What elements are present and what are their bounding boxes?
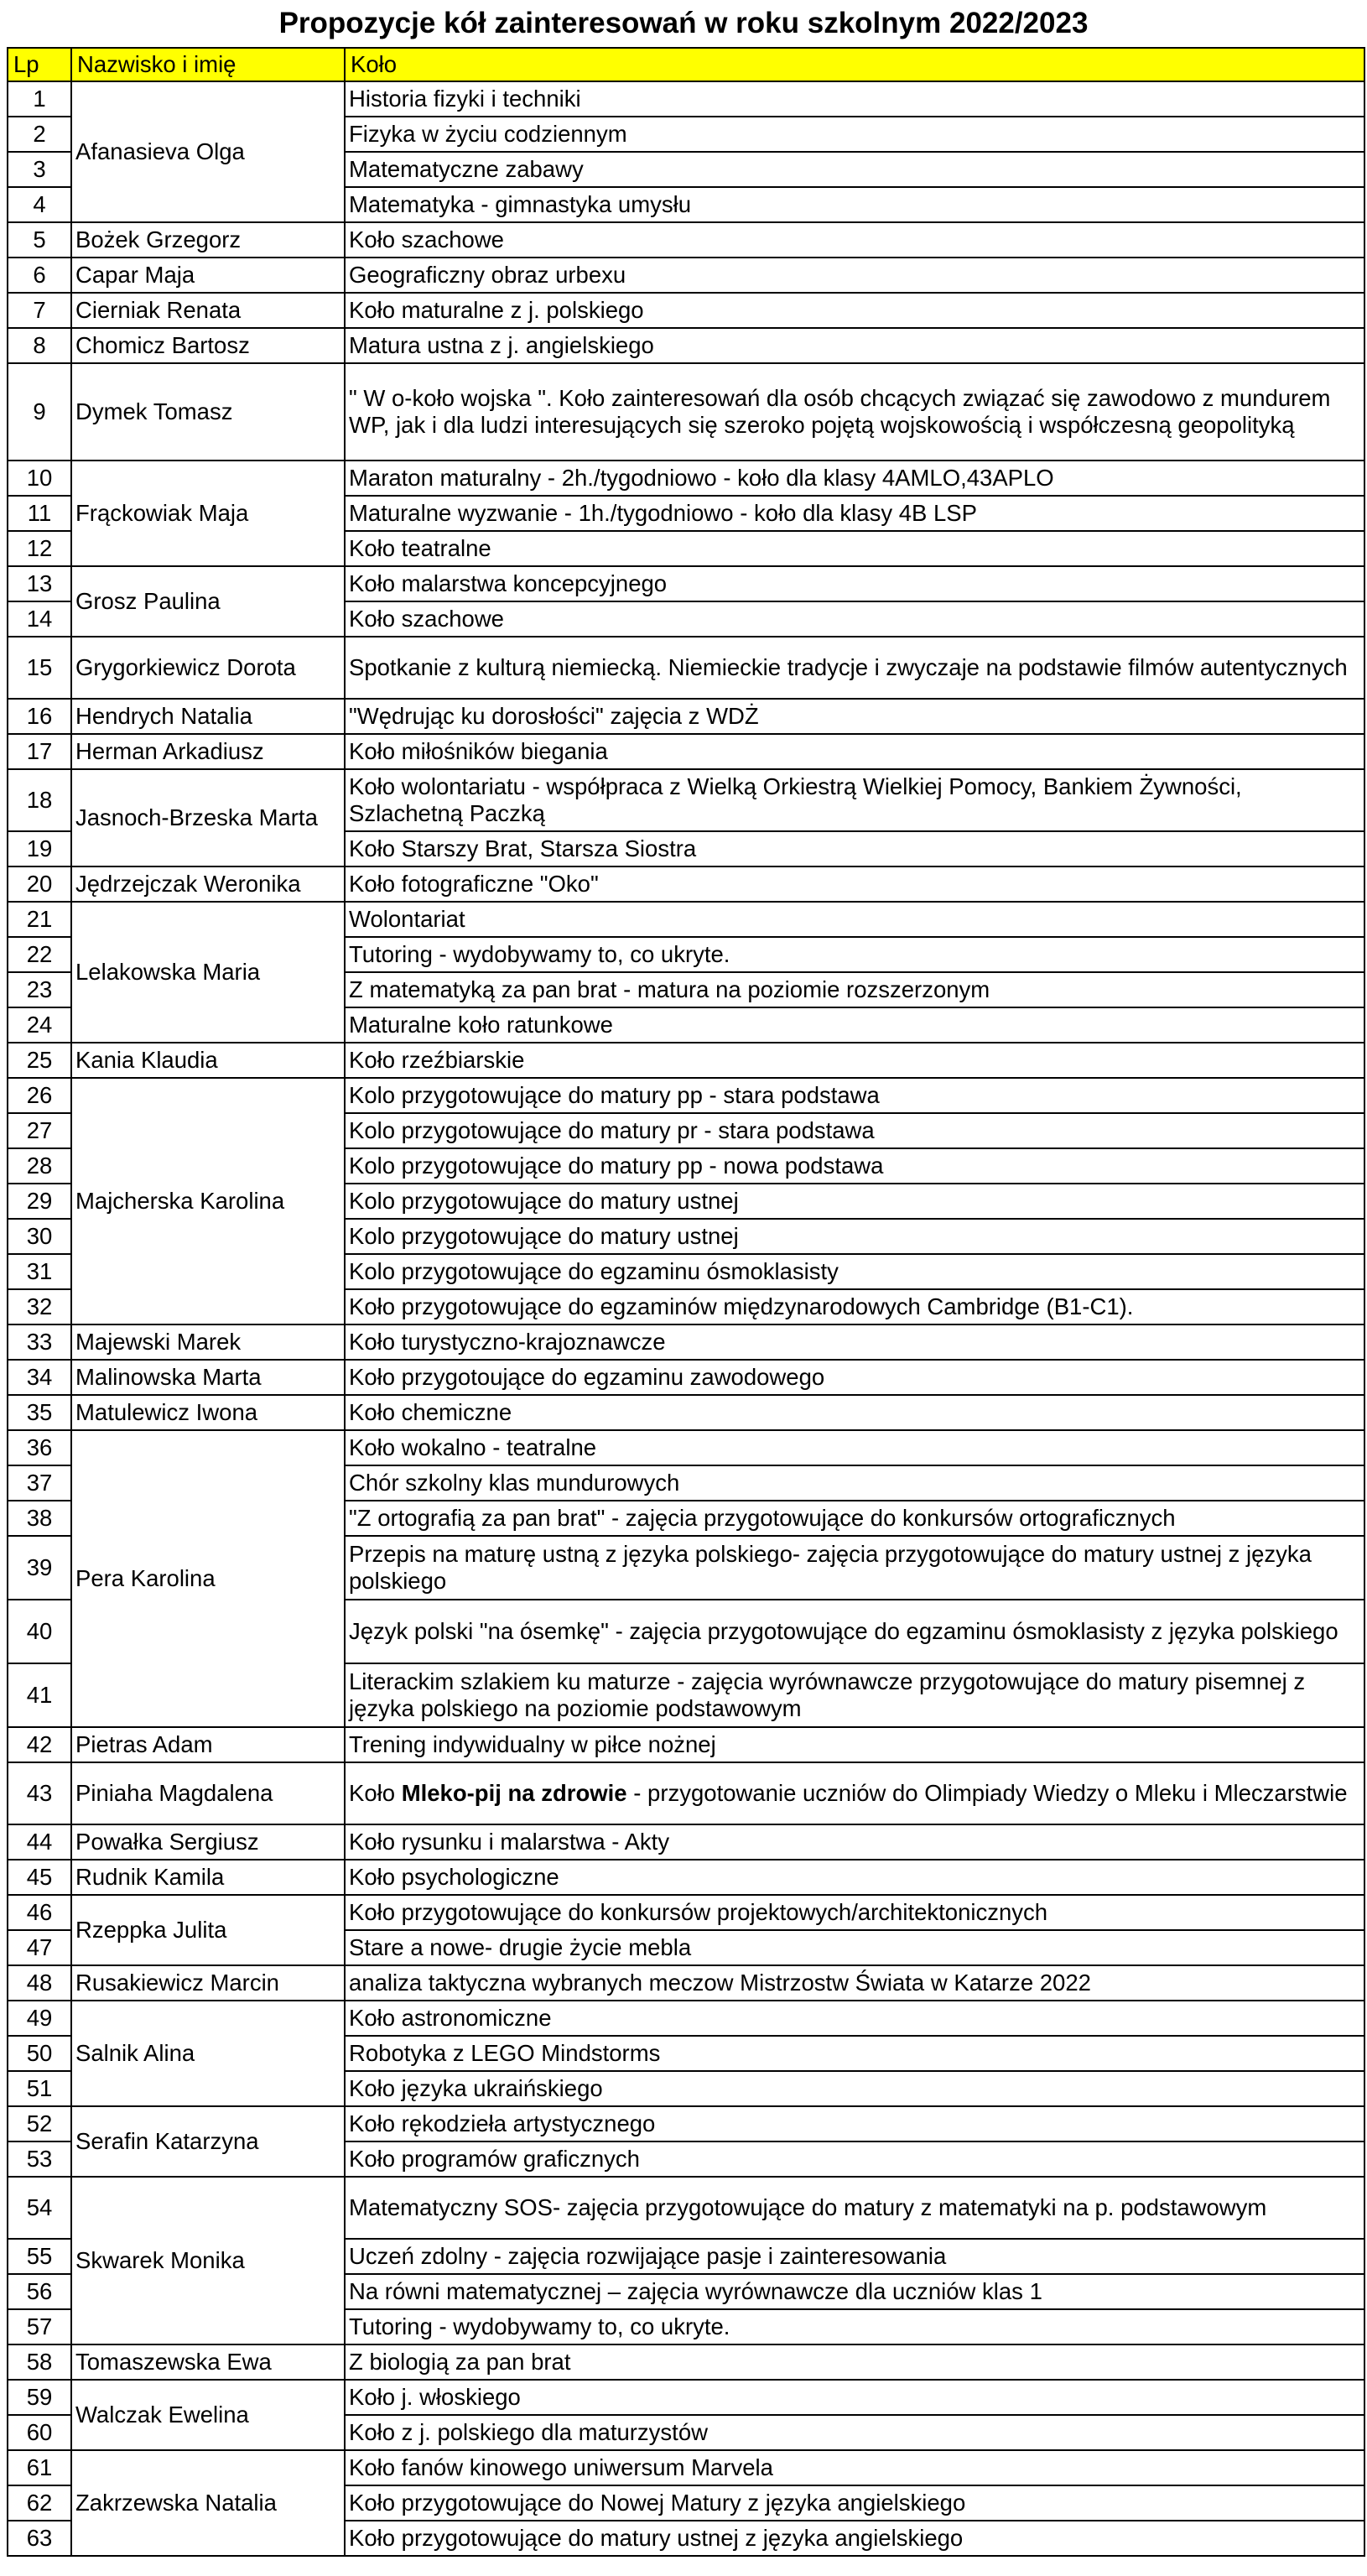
row-number: 12 (8, 531, 71, 566)
teacher-name: Dymek Tomasz (71, 363, 345, 461)
club-name: Kolo przygotowujące do matury pp - nowa podstawa (345, 1148, 1364, 1184)
club-name: Przepis na maturę ustną z języka polskiego- zajęcia przygotowujące do matury ustnej z języka polskiego (345, 1536, 1364, 1600)
club-name: Koło przygotoujące do egzaminu zawodowego (345, 1360, 1364, 1395)
row-number: 31 (8, 1254, 71, 1289)
row-number: 20 (8, 866, 71, 902)
table-row (8, 1860, 1364, 1895)
table-row (8, 1078, 1364, 1113)
row-number: 18 (8, 769, 71, 831)
row-number: 53 (8, 2141, 71, 2177)
row-number: 40 (8, 1600, 71, 1663)
club-name: Koło astronomiczne (345, 2001, 1364, 2036)
teacher-name: Bożek Grzegorz (71, 222, 345, 258)
club-name: Maraton maturalny - 2h./tygodniowo - koło dla klasy 4AMLO,43APLO (345, 461, 1364, 496)
teacher-name: Rzeppka Julita (71, 1895, 345, 1965)
teacher-name: Pietras Adam (71, 1727, 345, 1762)
club-name-rest: - przygotowanie uczniów do Olimpiady Wiedzy o Mleku i Mleczarstwie (626, 1780, 1348, 1806)
club-name: Koło psychologiczne (345, 1860, 1364, 1895)
row-number: 54 (8, 2177, 71, 2239)
club-name: Fizyka w życiu codziennym (345, 117, 1364, 152)
teacher-name: Malinowska Marta (71, 1360, 345, 1395)
table-row (8, 699, 1364, 734)
club-name: Koło przygotowujące do Nowej Matury z języka angielskiego (345, 2485, 1364, 2521)
table-row (8, 566, 1364, 601)
table-row (8, 734, 1364, 769)
club-name: Koło miłośników biegania (345, 734, 1364, 769)
teacher-name: Jasnoch-Brzeska Marta (71, 769, 345, 866)
club-name: Matematyka - gimnastyka umysłu (345, 187, 1364, 222)
club-name: Koło j. włoskiego (345, 2380, 1364, 2415)
row-number: 14 (8, 601, 71, 637)
table-row (8, 1895, 1364, 1930)
row-number: 38 (8, 1501, 71, 1536)
row-number: 52 (8, 2106, 71, 2141)
table-row (8, 2380, 1364, 2415)
table-row (8, 2001, 1364, 2036)
table-body (8, 81, 1364, 2556)
club-name: "Wędrując ku dorosłości" zajęcia z WDŻ (345, 699, 1364, 734)
club-name: Koło rysunku i malarstwa - Akty (345, 1824, 1364, 1860)
club-name: Kolo przygotowujące do matury pp - stara podstawa (345, 1078, 1364, 1113)
table-row (8, 1727, 1364, 1762)
row-number: 36 (8, 1430, 71, 1465)
row-number: 7 (8, 293, 71, 328)
row-number: 43 (8, 1762, 71, 1824)
row-number: 28 (8, 1148, 71, 1184)
table-row (8, 1824, 1364, 1860)
table-row (8, 2106, 1364, 2141)
club-name: Koło rękodzieła artystycznego (345, 2106, 1364, 2141)
row-number: 16 (8, 699, 71, 734)
teacher-name: Kania Klaudia (71, 1043, 345, 1078)
table-row (8, 328, 1364, 363)
row-number: 1 (8, 81, 71, 117)
table-row (8, 2450, 1364, 2485)
row-number: 17 (8, 734, 71, 769)
teacher-name: Majcherska Karolina (71, 1078, 345, 1324)
club-name-prefix: Koło (349, 1780, 402, 1806)
club-name: Tutoring - wydobywamy to, co ukryte. (345, 937, 1364, 972)
club-name: Koło fotograficzne "Oko" (345, 866, 1364, 902)
row-number: 61 (8, 2450, 71, 2485)
club-name: Z matematyką za pan brat - matura na poziomie rozszerzonym (345, 972, 1364, 1007)
row-number: 44 (8, 1824, 71, 1860)
header-row (8, 48, 1364, 81)
row-number: 63 (8, 2521, 71, 2556)
club-name: Koło szachowe (345, 601, 1364, 637)
club-name: Koło teatralne (345, 531, 1364, 566)
teacher-name: Grosz Paulina (71, 566, 345, 637)
teacher-name: Lelakowska Maria (71, 902, 345, 1043)
club-name: Kolo przygotowujące do matury ustnej (345, 1219, 1364, 1254)
club-name: Stare a nowe- drugie życie mebla (345, 1930, 1364, 1965)
row-number: 39 (8, 1536, 71, 1600)
teacher-name: Zakrzewska Natalia (71, 2450, 345, 2556)
teacher-name: Capar Maja (71, 258, 345, 293)
club-name: " W o-koło wojska ". Koło zainteresowań dla osób chcących związać się zawodowo z mundurem WP, jak i dla ludzi interesujących się szeroko pojętą wojskowością i współczesną geopolityką (345, 363, 1364, 461)
club-name: Koło turystyczno-krajoznawcze (345, 1324, 1364, 1360)
club-name: Koło przygotowujące do matury ustnej z języka angielskiego (345, 2521, 1364, 2556)
row-number: 3 (8, 152, 71, 187)
club-name: Koło szachowe (345, 222, 1364, 258)
row-number: 48 (8, 1965, 71, 2001)
club-name: Koło wokalno - teatralne (345, 1430, 1364, 1465)
club-name: Chór szkolny klas mundurowych (345, 1465, 1364, 1501)
row-number: 45 (8, 1860, 71, 1895)
row-number: 59 (8, 2380, 71, 2415)
club-name: "Z ortografią za pan brat" - zajęcia przygotowujące do konkursów ortograficznych (345, 1501, 1364, 1536)
club-name: Koło programów graficznych (345, 2141, 1364, 2177)
row-number: 5 (8, 222, 71, 258)
row-number: 10 (8, 461, 71, 496)
club-name: Koło rzeźbiarskie (345, 1043, 1364, 1078)
club-name: Robotyka z LEGO Mindstorms (345, 2036, 1364, 2071)
table-row (8, 1762, 1364, 1824)
table-row (8, 363, 1364, 461)
row-number: 55 (8, 2239, 71, 2274)
header-lp: Lp (8, 48, 71, 81)
row-number: 46 (8, 1895, 71, 1930)
row-number: 30 (8, 1219, 71, 1254)
row-number: 27 (8, 1113, 71, 1148)
row-number: 33 (8, 1324, 71, 1360)
row-number: 29 (8, 1184, 71, 1219)
teacher-name: Matulewicz Iwona (71, 1395, 345, 1430)
row-number: 21 (8, 902, 71, 937)
club-name-bold: Mleko-pij na zdrowie (401, 1780, 627, 1806)
teacher-name: Powałka Sergiusz (71, 1824, 345, 1860)
row-number: 62 (8, 2485, 71, 2521)
teacher-name: Hendrych Natalia (71, 699, 345, 734)
row-number: 60 (8, 2415, 71, 2450)
table-row (8, 222, 1364, 258)
teacher-name: Jędrzejczak Weronika (71, 866, 345, 902)
club-name: Kolo przygotowujące do egzaminu ósmoklasisty (345, 1254, 1364, 1289)
row-number: 22 (8, 937, 71, 972)
row-number: 15 (8, 637, 71, 699)
club-name: Koło Starszy Brat, Starsza Siostra (345, 831, 1364, 866)
club-name: Koło języka ukraińskiego (345, 2071, 1364, 2106)
table-row (8, 2177, 1364, 2239)
table-row (8, 1965, 1364, 2001)
club-name: Kolo przygotowujące do matury pr - stara podstawa (345, 1113, 1364, 1148)
club-name: Wolontariat (345, 902, 1364, 937)
clubs-table (7, 47, 1365, 2557)
table-row (8, 637, 1364, 699)
row-number: 24 (8, 1007, 71, 1043)
club-name: Koło fanów kinowego uniwersum Marvela (345, 2450, 1364, 2485)
header-name: Nazwisko i imię (71, 48, 345, 81)
teacher-name: Salnik Alina (71, 2001, 345, 2106)
teacher-name: Piniaha Magdalena (71, 1762, 345, 1824)
row-number: 8 (8, 328, 71, 363)
club-name: Koło wolontariatu - współpraca z Wielką Orkiestrą Wielkiej Pomocy, Bankiem Żywności, Szlachetną Paczką (345, 769, 1364, 831)
teacher-name: Pera Karolina (71, 1430, 345, 1727)
club-name: Koło malarstwa koncepcyjnego (345, 566, 1364, 601)
club-name: Kolo przygotowujące do matury ustnej (345, 1184, 1364, 1219)
table-row (8, 461, 1364, 496)
teacher-name: Tomaszewska Ewa (71, 2344, 345, 2380)
row-number: 34 (8, 1360, 71, 1395)
table-row (8, 258, 1364, 293)
teacher-name: Rudnik Kamila (71, 1860, 345, 1895)
club-name: Uczeń zdolny - zajęcia rozwijające pasje i zainteresowania (345, 2239, 1364, 2274)
row-number: 57 (8, 2309, 71, 2344)
club-name: Historia fizyki i techniki (345, 81, 1364, 117)
club-name: Maturalne koło ratunkowe (345, 1007, 1364, 1043)
club-name: Matematyczne zabawy (345, 152, 1364, 187)
teacher-name: Majewski Marek (71, 1324, 345, 1360)
table-row (8, 1043, 1364, 1078)
teacher-name: Grygorkiewicz Dorota (71, 637, 345, 699)
table-row (8, 2344, 1364, 2380)
table-row (8, 1430, 1364, 1465)
row-number: 42 (8, 1727, 71, 1762)
table-row (8, 769, 1364, 831)
row-number: 2 (8, 117, 71, 152)
header-club: Koło (345, 48, 1364, 81)
table-row (8, 1324, 1364, 1360)
row-number: 4 (8, 187, 71, 222)
row-number: 41 (8, 1663, 71, 1727)
club-name (345, 1762, 1364, 1824)
page-title: Propozycje kół zainteresowań w roku szkolnym 2022/2023 (278, 7, 1089, 39)
club-name: Trening indywidualny w piłce nożnej (345, 1727, 1364, 1762)
row-number: 51 (8, 2071, 71, 2106)
club-name: Geograficzny obraz urbexu (345, 258, 1364, 293)
teacher-name: Serafin Katarzyna (71, 2106, 345, 2177)
club-name: Literackim szlakiem ku maturze - zajęcia wyrównawcze przygotowujące do matury pisemnej z języka polskiego na poziomie podstawowym (345, 1663, 1364, 1727)
row-number: 25 (8, 1043, 71, 1078)
club-name: Matura ustna z j. angielskiego (345, 328, 1364, 363)
club-name: Koło z j. polskiego dla maturzystów (345, 2415, 1364, 2450)
row-number: 49 (8, 2001, 71, 2036)
row-number: 13 (8, 566, 71, 601)
teacher-name: Rusakiewicz Marcin (71, 1965, 345, 2001)
table-row (8, 1395, 1364, 1430)
row-number: 6 (8, 258, 71, 293)
club-name: Na równi matematycznej – zajęcia wyrównawcze dla uczniów klas 1 (345, 2274, 1364, 2309)
club-name: Maturalne wyzwanie - 1h./tygodniowo - koło dla klasy 4B LSP (345, 496, 1364, 531)
table-row (8, 902, 1364, 937)
club-name: Koło przygotowujące do konkursów projektowych/architektonicznych (345, 1895, 1364, 1930)
teacher-name: Skwarek Monika (71, 2177, 345, 2344)
club-name: Matematyczny SOS- zajęcia przygotowujące do matury z matematyki na p. podstawowym (345, 2177, 1364, 2239)
row-number: 32 (8, 1289, 71, 1324)
teacher-name: Walczak Ewelina (71, 2380, 345, 2450)
club-name: Koło maturalne z j. polskiego (345, 293, 1364, 328)
row-number: 37 (8, 1465, 71, 1501)
table-row (8, 866, 1364, 902)
club-name: Spotkanie z kulturą niemiecką. Niemieckie tradycje i zwyczaje na podstawie filmów autentycznych (345, 637, 1364, 699)
row-number: 35 (8, 1395, 71, 1430)
club-name: analiza taktyczna wybranych meczow Mistrzostw Świata w Katarze 2022 (345, 1965, 1364, 2001)
table-row (8, 293, 1364, 328)
teacher-name: Herman Arkadiusz (71, 734, 345, 769)
row-number: 58 (8, 2344, 71, 2380)
row-number: 11 (8, 496, 71, 531)
table-row (8, 81, 1364, 117)
row-number: 50 (8, 2036, 71, 2071)
table-row (8, 1360, 1364, 1395)
teacher-name: Afanasieva Olga (71, 81, 345, 222)
club-name: Tutoring - wydobywamy to, co ukryte. (345, 2309, 1364, 2344)
club-name: Z biologią za pan brat (345, 2344, 1364, 2380)
club-name: Koło chemiczne (345, 1395, 1364, 1430)
teacher-name: Chomicz Bartosz (71, 328, 345, 363)
row-number: 26 (8, 1078, 71, 1113)
club-name: Koło przygotowujące do egzaminów międzynarodowych Cambridge (B1-C1). (345, 1289, 1364, 1324)
row-number: 23 (8, 972, 71, 1007)
teacher-name: Cierniak Renata (71, 293, 345, 328)
row-number: 56 (8, 2274, 71, 2309)
row-number: 47 (8, 1930, 71, 1965)
row-number: 9 (8, 363, 71, 461)
row-number: 19 (8, 831, 71, 866)
teacher-name: Frąckowiak Maja (71, 461, 345, 566)
club-name: Język polski "na ósemkę" - zajęcia przygotowujące do egzaminu ósmoklasisty z języka polskiego (345, 1600, 1364, 1663)
